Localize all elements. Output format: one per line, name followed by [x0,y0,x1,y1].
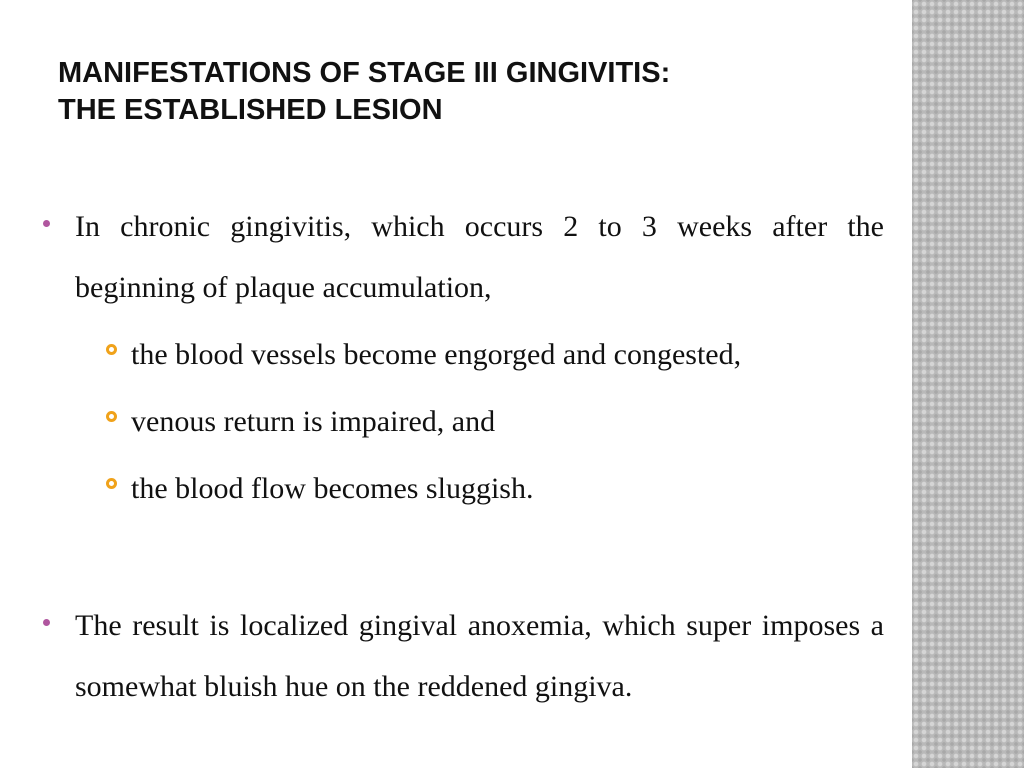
sub-bullet-text: venous return is impaired, and [131,405,496,438]
sub-bullet [131,470,891,508]
main-bullet-text: The result is localized gingival anoxemia, which super imposes a somewhat bluish hue on the reddened gingiva. [75,609,884,703]
magenta-bullet-icon [43,619,50,626]
orange-ring-bullet-icon [106,411,117,422]
main-bullet [75,196,884,318]
main-bullet-text: In chronic gingivitis, which occurs 2 to 3 weeks after the beginning of plaque accumulation, [75,210,884,304]
sub-bullet [131,336,891,374]
sub-bullet-text: the blood vessels become engorged and congested, [131,338,742,371]
orange-ring-bullet-icon [106,478,117,489]
slide-title-line-1: MANIFESTATIONS OF STAGE III GINGIVITIS: [58,57,671,89]
sub-bullet-text: the blood flow becomes sluggish. [131,472,534,505]
main-bullet [75,595,884,717]
orange-ring-bullet-icon [106,344,117,355]
slide-title-line-2: THE ESTABLISHED LESION [58,94,443,126]
magenta-bullet-icon [43,220,50,227]
slide-title [58,55,878,129]
decorative-side-panel [912,0,1024,768]
sub-bullet [131,403,891,441]
